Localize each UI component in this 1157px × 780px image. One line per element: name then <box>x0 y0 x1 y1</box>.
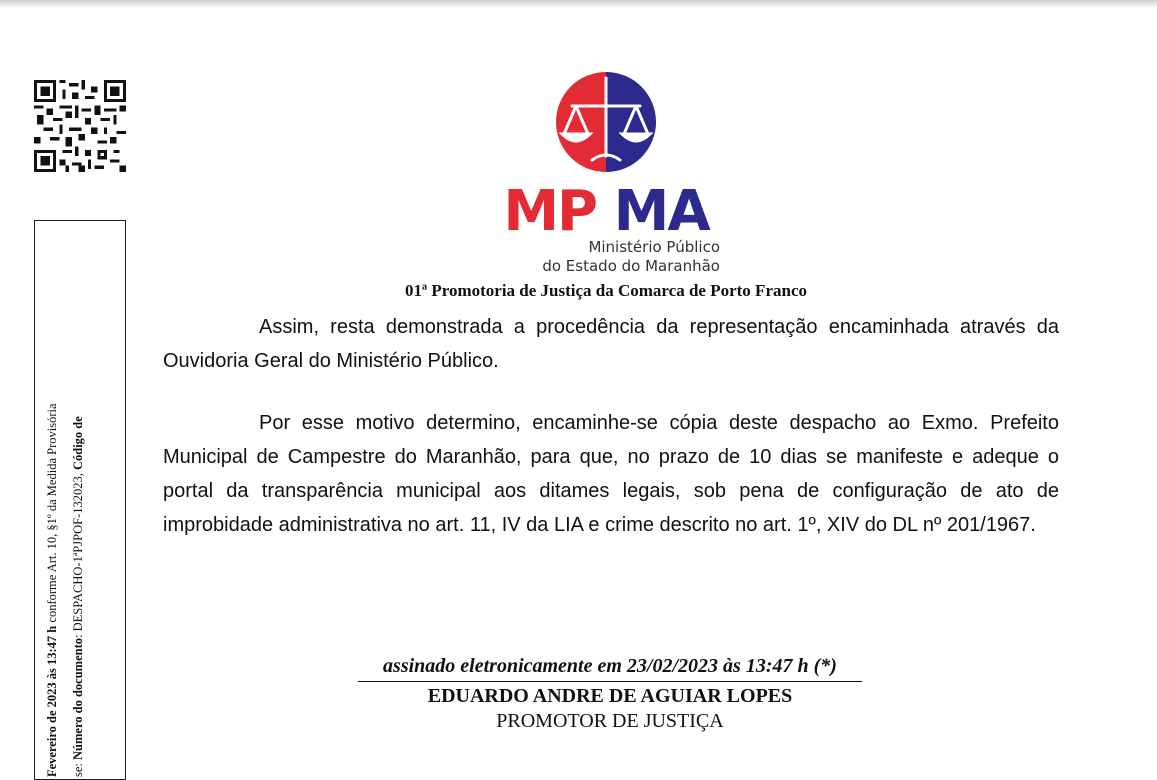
logo-brand-text-blue: MA <box>613 179 709 244</box>
logo-brand-text: MP <box>503 179 597 244</box>
side-stamp-legal: conforme Art. 10, §1º da Medida Provisória <box>45 403 59 626</box>
side-stamp-prefix: se: <box>71 759 85 777</box>
qr-code-icon <box>34 80 126 172</box>
side-stamp-line-2 <box>65 221 91 777</box>
paragraph-1 <box>163 310 1059 378</box>
signer-role: PROMOTOR DE JUSTIÇA <box>496 710 724 732</box>
signature-block <box>330 655 890 733</box>
side-stamp-code-label: Código de <box>71 416 85 471</box>
paragraph-1-text: Assim, resta demonstrada a procedência da representação encaminhada através da Ouvidoria Geral do Ministério Público. <box>163 316 1059 372</box>
side-stamp-line-1 <box>39 221 65 777</box>
office-title: 01ª Promotoria de Justiça da Comarca de Porto Franco <box>404 281 807 300</box>
logo-brand <box>503 179 711 244</box>
logo-line-1: Ministério Público <box>588 238 720 256</box>
mpma-logo <box>488 70 724 275</box>
side-stamp-text <box>35 221 126 780</box>
signature-line <box>358 681 862 682</box>
signer-name: EDUARDO ANDRE DE AGUIAR LOPES <box>427 685 793 707</box>
signature-statement: assinado eletronicamente em 23/02/2023 às 13:47 h (*) <box>383 655 837 677</box>
side-stamp-box <box>34 220 126 780</box>
logo-line-2: do Estado do Maranhão <box>542 257 720 275</box>
paragraph-2 <box>163 406 1059 542</box>
top-shadow <box>0 0 1157 8</box>
side-stamp-date: Fevereiro de 2023 às 13:47 h <box>45 625 59 777</box>
side-stamp-doc-number: : DESPACHO-1ªPJPOF-132023, <box>71 470 85 638</box>
side-stamp-doc-label: Número do documento <box>71 637 85 760</box>
paragraph-2-text: Por esse motivo determino, encaminhe-se cópia deste despacho ao Exmo. Prefeito Municipal de Campestre do Maranhão, para que, no prazo de 10 dias se manifeste e adeque o portal da transparência municipal aos ditames legais, sob pena de configuração de ato de improbidade administrativa no art. 11, IV da LIA e crime descrito no art. 1º, XIV do DL nº 201/1967. <box>163 412 1059 536</box>
